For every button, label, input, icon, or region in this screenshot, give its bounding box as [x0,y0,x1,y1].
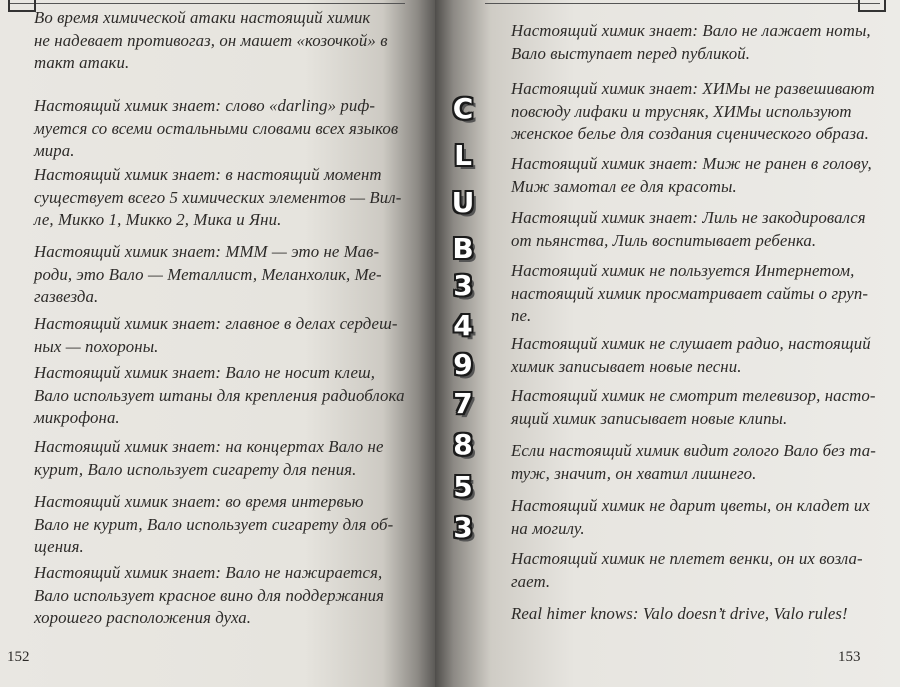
text-line: Вало использует красное вино для поддержания [34,585,385,605]
text-line: щения. [34,537,84,556]
text-line: Настоящий химик не плетет венки, он их возла- [511,549,863,568]
text-line: Настоящий химик знает: Вало не нажирается, [34,563,383,582]
text-line: существует всего 5 химических элементов — Вил- [34,187,402,207]
paragraph [511,385,876,430]
watermark-char: 3 [453,511,473,544]
right-page [435,0,900,687]
text-line: Настоящий химик знает: Вало не лажает ноты, [511,21,871,40]
text-line: ящий химик записывает новые клипы. [511,408,788,428]
text-line: мира. [34,141,75,160]
text-line: Настоящий химик знает: Вало не носит клеш, [34,363,376,382]
text-line: женское белье для создания сценического образа. [511,124,869,143]
text-line: Настоящий химик знает: главное в делах сердеш- [34,314,398,333]
paragraph [34,241,399,309]
text-line: Настоящий химик знает: Лиль не закодировался [511,208,866,227]
text-line: пе. [511,306,532,325]
watermark-char: 5 [453,470,473,503]
text-line: Если настоящий химик видит голого Вало без та- [511,441,876,460]
paragraph [34,95,399,163]
watermark-char: L [454,139,472,172]
text-line: химик записывает новые песни. [511,356,742,376]
paragraph [511,78,876,146]
text-line: такт атаки. [34,53,130,72]
paragraph [511,207,876,252]
top-rule [485,3,880,4]
paragraph [34,164,402,232]
text-line: Настоящий химик знает: Миж не ранен в голову, [511,154,872,173]
paragraph [511,20,876,65]
text-line: Настоящий химик не слушает радио, настоящий [511,334,871,353]
text-line: от пьянства, Лиль воспитывает ребенка. [511,230,817,250]
text-line: повсюду лифаки и трусняк, ХИМы используют [511,101,852,121]
text-line: микрофона. [34,408,120,427]
text-line: Настоящий химик знает: МММ — это не Мав- [34,242,380,261]
text-line: роди, это Вало — Металлист, Меланхолик, Ме- [34,264,382,284]
text-line: ных — похороны. [34,336,159,356]
watermark-char: U [451,186,475,219]
text-line: Настоящий химик знает: во время интервью [34,492,364,511]
text-line: Настоящий химик не пользуется Интернетом, [511,261,855,280]
paragraph [511,260,876,328]
text-line: Настоящий химик знает: слово «darling» риф- [34,96,376,115]
text-line: Вало не курит, Вало использует сигарету для об- [34,514,394,534]
text-line: настоящий химик просматривает сайты о груп- [511,283,869,303]
text-line: Настоящий химик не дарит цветы, он кладет их [511,496,870,515]
text-line: курит, Вало использует сигарету для пения. [34,459,357,479]
text-line: Настоящий химик знает: ХИМы не развешивают [511,79,875,98]
text-line: Миж замотал ее для красоты. [511,176,737,196]
page-number-left: 152 [7,649,30,665]
paragraph [511,153,876,198]
top-rule [10,3,405,4]
text-line: ле, Микко 1, Микко 2, Мика и Яни. [34,210,282,229]
paragraph [34,362,405,430]
text-line: туж, значит, он хватил лишнего. [511,463,757,483]
text-line: Вало использует штаны для крепления радиоблока [34,385,405,405]
text-line: Настоящий химик знает: в настоящий момент [34,165,382,184]
text-line: не надевает противогаз, он машет «козочкой» в [34,30,388,50]
text-line: на могилу. [511,518,585,538]
watermark-char: 3 [453,269,473,302]
watermark-char: 7 [453,387,473,420]
corner-ornament-icon [8,0,36,12]
paragraph [34,7,399,75]
paragraph [511,333,876,378]
paragraph [34,313,399,358]
text-line: газвезда. [34,287,99,306]
watermark-char: B [452,232,474,265]
paragraph [511,495,876,540]
paragraph [34,562,399,630]
paragraph [511,603,876,626]
paragraph [511,440,876,485]
paragraph [34,491,399,559]
paragraph [511,548,876,593]
text-line: муется со всеми остальными словами всех языков [34,118,399,138]
paragraph [34,436,399,481]
text-line: Во время химической атаки настоящий химик [34,8,371,27]
watermark-char: C [452,92,474,125]
text-line: Real himer knows: Valo doesn’t drive, Valo rules! [511,604,848,623]
watermark-char: 4 [453,309,473,342]
text-line: Вало выступает перед публикой. [511,43,751,63]
page-number-right: 153 [838,649,861,665]
corner-ornament-icon [858,0,886,12]
left-page [0,0,435,687]
text-line: хорошего расположения духа. [34,608,252,627]
watermark-char: 8 [453,428,473,461]
watermark-char: 9 [453,348,473,381]
text-line: гает. [511,571,551,591]
text-line: Настоящий химик знает: на концертах Вало не [34,437,384,456]
text-line: Настоящий химик не смотрит телевизор, насто- [511,386,876,405]
